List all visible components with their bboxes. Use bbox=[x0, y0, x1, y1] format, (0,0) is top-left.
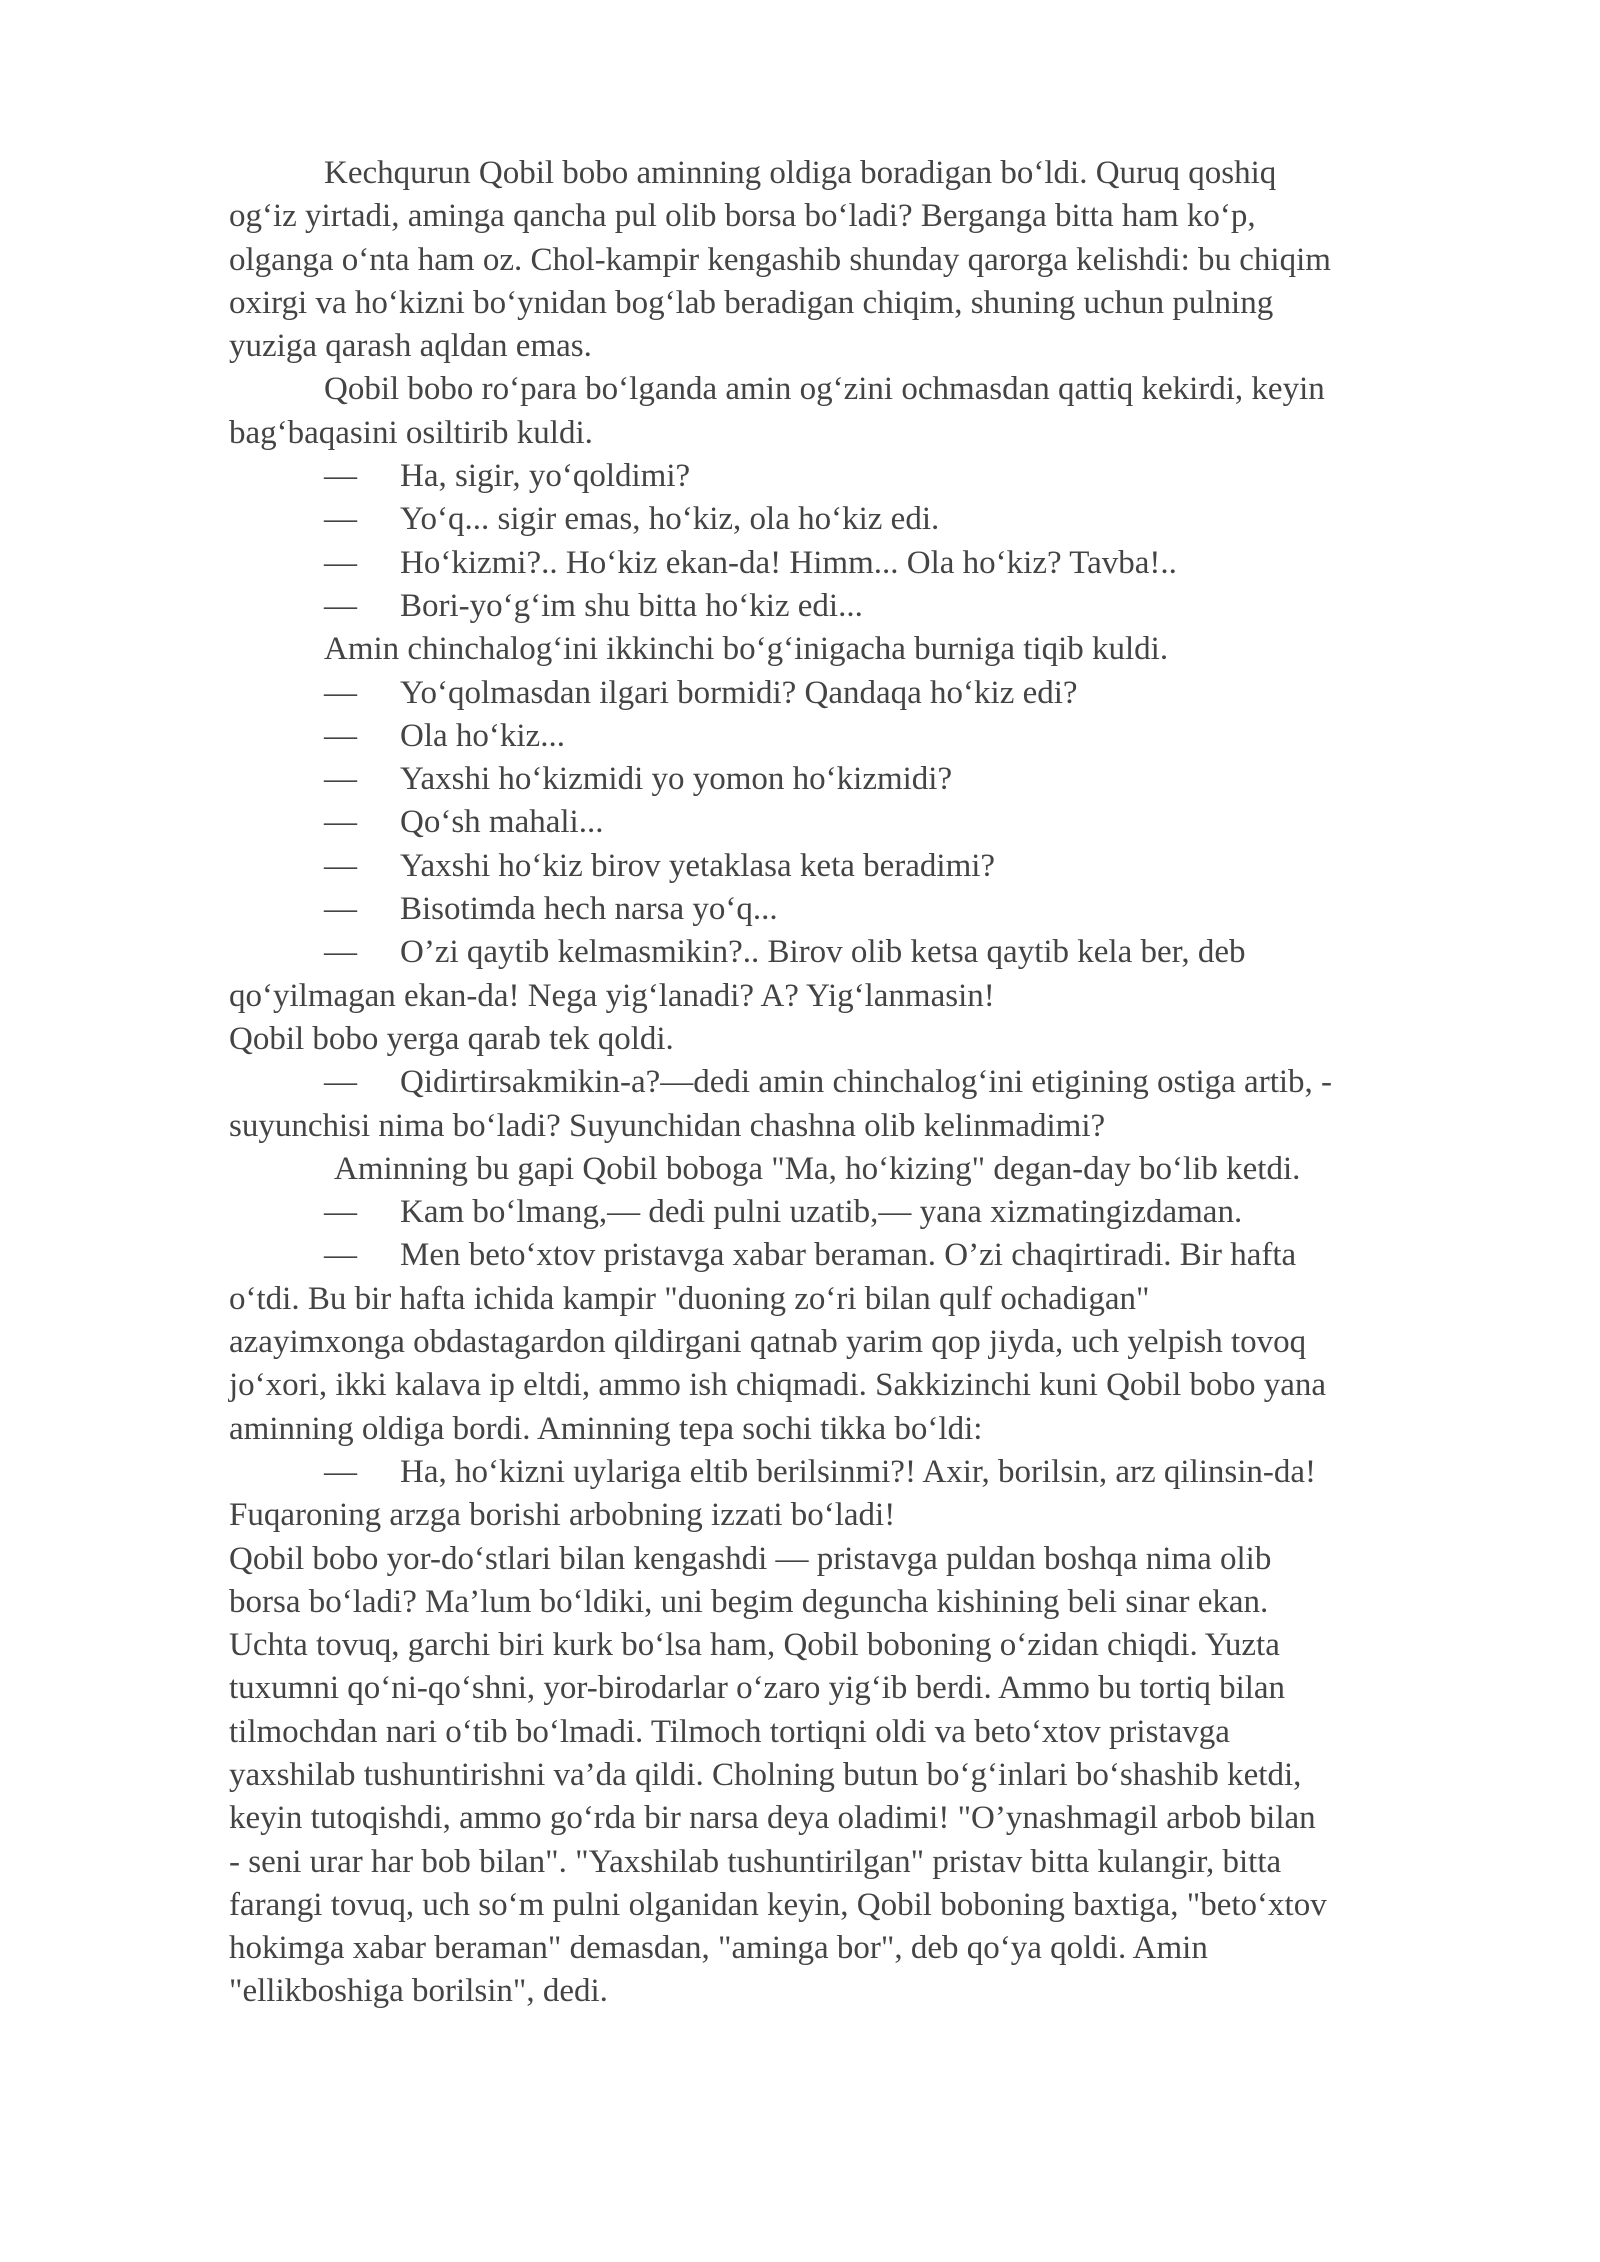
dialogue-line bbox=[229, 1451, 1500, 1494]
text-line: farangi tovuq, uch so‘m pulni olganidan keyin, Qobil boboning baxtiga, "beto‘xtov bbox=[229, 1886, 1327, 1923]
dialogue-text: O’zi qaytib kelmasmikin?.. Birov olib ketsa qaytib kela ber, deb bbox=[400, 934, 1246, 971]
paragraph-first-line: Qobil bobo ro‘para bo‘lganda amin og‘zini ochmasdan qattiq kekirdi, keyin bbox=[324, 371, 1325, 408]
dialogue-text: Bori-yo‘g‘im shu bitta ho‘kiz edi... bbox=[400, 587, 863, 624]
dialogue-text: Ola ho‘kiz... bbox=[400, 717, 565, 754]
text-line: Qobil bobo yerga qarab tek qoldi. bbox=[229, 1020, 674, 1057]
dialogue-text: Yaxshi ho‘kizmidi yo yomon ho‘kizmidi? bbox=[400, 761, 953, 798]
text-line: keyin tutoqishdi, ammo go‘rda bir narsa deya oladimi! "O’ynashmagil arbob bilan bbox=[229, 1800, 1316, 1837]
em-dash: — bbox=[324, 717, 357, 754]
dialogue-text: Bisotimda hech narsa yo‘q... bbox=[400, 891, 778, 928]
dialogue-text: Yo‘qolmasdan ilgari bormidi? Qandaqa ho‘kiz edi? bbox=[400, 674, 1078, 711]
em-dash: — bbox=[324, 1194, 357, 1231]
text-line: oxirgi va ho‘kizni bo‘ynidan bog‘lab beradigan chiqim, shuning uchun pulning bbox=[229, 284, 1274, 321]
text-line: - seni urar har bob bilan". "Yaxshilab tushuntirilgan" pristav bitta kulangir, bitta bbox=[229, 1843, 1282, 1880]
text-line: hokimga xabar beraman" demasdan, "aminga bor", deb qo‘ya qoldi. Amin bbox=[229, 1930, 1208, 1967]
em-dash: — bbox=[324, 1237, 357, 1274]
paragraph-first-line: Amin chinchalog‘ini ikkinchi bo‘g‘inigacha burniga tiqib kuldi. bbox=[324, 631, 1169, 668]
dialogue-line bbox=[229, 1191, 1500, 1234]
dialogue-text: Qo‘sh mahali... bbox=[400, 804, 604, 841]
dialogue-text: Ho‘kizmi?.. Ho‘kiz ekan-da! Himm... Ola ho‘kiz? Tavba!.. bbox=[400, 544, 1177, 581]
text-line: Fuqaroning arzga borishi arbobning izzati bo‘ladi! bbox=[229, 1497, 896, 1534]
text-line: olganga o‘nta ham oz. Chol-kampir kengashib shunday qarorga kelishdi: bu chiqim bbox=[229, 241, 1331, 278]
text-line: yaxshilab tushuntirishni va’da qildi. Cholning butun bo‘g‘inlari bo‘shashib ketdi, bbox=[229, 1756, 1302, 1793]
text-line: aminning oldiga bordi. Aminning tepa sochi tikka bo‘ldi: bbox=[229, 1410, 983, 1447]
dialogue-line bbox=[229, 585, 1500, 628]
text-line: borsa bo‘ladi? Ma’lum bo‘ldiki, uni begim deguncha kishining beli sinar ekan. bbox=[229, 1583, 1269, 1620]
dialogue-text: Ha, ho‘kizni uylariga eltib berilsinmi?! Axir, borilsin, arz qilinsin-da! bbox=[400, 1453, 1317, 1490]
text-line: suyunchisi nima bo‘ladi? Suyunchidan chashna olib kelinmadimi? bbox=[229, 1107, 1106, 1144]
text-body bbox=[229, 152, 1500, 2014]
text-line: qo‘yilmagan ekan-da! Nega yig‘lanadi? A? Yig‘lanmasin! bbox=[229, 977, 995, 1014]
text-line: o‘tdi. Bu bir hafta ichida kampir "duoning zo‘ri bilan qulf ochadigan" bbox=[229, 1280, 1150, 1317]
text-line: Qobil bobo yor-do‘stlari bilan kengashdi — pristavga puldan boshqa nima olib bbox=[229, 1540, 1272, 1577]
em-dash: — bbox=[324, 501, 357, 538]
dialogue-text: Yaxshi ho‘kiz birov yetaklasa keta beradimi? bbox=[400, 847, 996, 884]
dialogue-text: Kam bo‘lmang,— dedi pulni uzatib,— yana xizmatingizdaman. bbox=[400, 1194, 1243, 1231]
text-line: "ellikboshiga borilsin", dedi. bbox=[229, 1973, 608, 2010]
dialogue-line bbox=[229, 758, 1500, 801]
text-line: tilmochdan nari o‘tib bo‘lmadi. Tilmoch tortiqni oldi va beto‘xtov pristavga bbox=[229, 1713, 1230, 1750]
dialogue-line bbox=[229, 715, 1500, 758]
dialogue-line bbox=[229, 888, 1500, 931]
paragraph-first-line: Kechqurun Qobil bobo aminning oldiga boradigan bo‘ldi. Quruq qoshiq bbox=[324, 155, 1277, 191]
em-dash: — bbox=[324, 544, 357, 581]
em-dash: — bbox=[324, 458, 357, 495]
dialogue-line bbox=[229, 455, 1500, 498]
em-dash: — bbox=[324, 761, 357, 798]
text-line: azayimxonga obdastagardon qildirgani qatnab yarim qop jiyda, uch yelpish tovoq bbox=[229, 1324, 1307, 1361]
dialogue-line bbox=[229, 801, 1500, 844]
dialogue-line bbox=[229, 931, 1500, 974]
dialogue-line bbox=[229, 542, 1500, 585]
dialogue-text: Qidirtirsakmikin-a?—dedi amin chinchalog‘ini etigining ostiga artib, - bbox=[400, 1064, 1333, 1101]
em-dash: — bbox=[324, 587, 357, 624]
text-line: bag‘baqasini osiltirib kuldi. bbox=[229, 414, 593, 451]
dialogue-line bbox=[229, 1234, 1500, 1277]
text-line: jo‘xori, ikki kalava ip eltdi, ammo ish chiqmadi. Sakkizinchi kuni Qobil bobo yana bbox=[229, 1367, 1327, 1404]
text-line: Uchta tovuq, garchi biri kurk bo‘lsa ham, Qobil boboning o‘zidan chiqdi. Yuzta bbox=[229, 1627, 1280, 1664]
em-dash: — bbox=[324, 674, 357, 711]
em-dash: — bbox=[324, 1064, 357, 1101]
text-line: tuxumni qo‘ni-qo‘shni, yor-birodarlar o‘zaro yig‘ib berdi. Ammo bu tortiq bilan bbox=[229, 1670, 1286, 1707]
em-dash: — bbox=[324, 934, 357, 971]
text-line: yuziga qarash aqldan emas. bbox=[229, 328, 592, 365]
em-dash: — bbox=[324, 847, 357, 884]
dialogue-text: Yo‘q... sigir emas, ho‘kiz, ola ho‘kiz edi. bbox=[400, 501, 940, 538]
dialogue-line bbox=[229, 498, 1500, 541]
dialogue-line bbox=[229, 672, 1500, 715]
dialogue-text: Ha, sigir, yo‘qoldimi? bbox=[400, 458, 691, 495]
em-dash: — bbox=[324, 1453, 357, 1490]
dialogue-text: Men beto‘xtov pristavga xabar beraman. O’zi chaqirtiradi. Bir hafta bbox=[400, 1237, 1297, 1274]
dialogue-line bbox=[229, 1061, 1500, 1104]
text-line: og‘iz yirtadi, aminga qancha pul olib borsa bo‘ladi? Berganga bitta ham ko‘p, bbox=[229, 198, 1256, 235]
em-dash: — bbox=[324, 804, 357, 841]
em-dash: — bbox=[324, 891, 357, 928]
dialogue-line bbox=[229, 845, 1500, 888]
paragraph-first-line: Aminning bu gapi Qobil boboga "Ma, ho‘kizing" degan-day bo‘lib ketdi. bbox=[334, 1150, 1301, 1187]
